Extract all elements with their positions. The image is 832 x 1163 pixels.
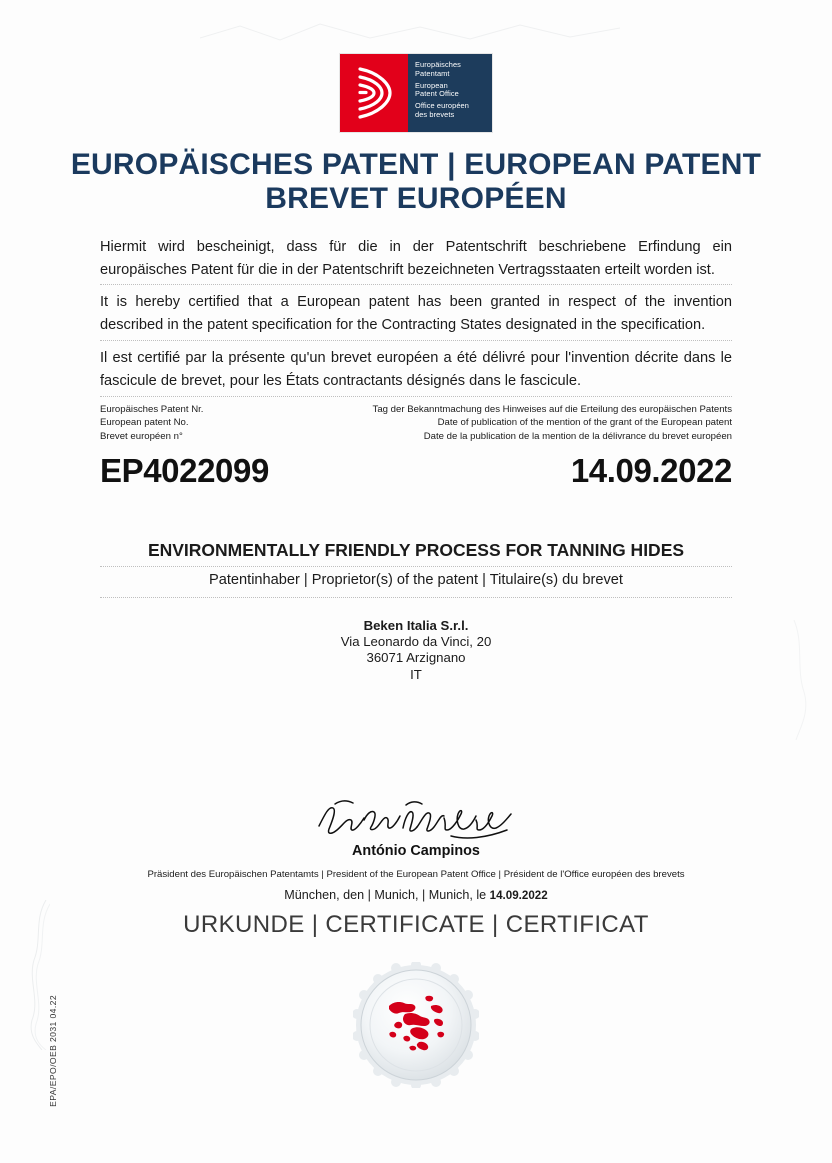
proprietor-country: IT — [410, 666, 422, 682]
proprietor-city: 36071 Arzignano — [366, 650, 466, 666]
certification-text-fr: Il est certifié par la présente qu'un brevet européen a été délivré pour l'invention décrite dans le fascicule de brevet, pour les États contractants désignés dans le fascicule. — [100, 350, 732, 389]
patent-number-label-en: European patent No. — [100, 417, 189, 429]
form-code: EPA/EPO/OEB 2031 04.22 — [48, 995, 58, 1107]
place-date-value: 14.09.2022 — [489, 889, 548, 902]
epo-wave-icon — [346, 63, 402, 123]
proprietor-label: Patentinhaber | Proprietor(s) of the patent | Titulaire(s) du brevet — [209, 572, 623, 588]
publication-date-label-de: Tag der Bekanntmachung des Hinweises auf die Erteilung des europäischen Patents — [372, 404, 732, 415]
publication-date-value: 14.09.2022 — [570, 452, 732, 489]
europe-map-seal-icon — [353, 962, 479, 1088]
embossed-seal — [353, 962, 479, 1088]
place-and-date — [0, 888, 832, 902]
publication-date-label-fr: Date de la publication de la mention de la délivrance du brevet européen — [423, 430, 732, 442]
publication-date-labels — [373, 403, 732, 443]
divider-5 — [100, 597, 732, 598]
epo-logo-text — [408, 54, 492, 132]
patent-number-labels — [100, 403, 203, 443]
proprietor-name: Beken Italia S.r.l. — [363, 618, 469, 633]
divider-3 — [100, 396, 732, 397]
divider-1 — [100, 284, 732, 285]
signatory-name: António Campinos — [352, 843, 480, 859]
certificate-heading: URKUNDE | CERTIFICATE | CERTIFICAT — [183, 911, 649, 938]
logo-line-en-2: Patent Office — [415, 89, 459, 99]
certification-text-en: It is hereby certified that a European patent has been granted in respect of the invention described in the patent specification for the Contracting States designated in the specification. — [100, 294, 732, 333]
epo-logo — [340, 54, 492, 132]
title-line-1: EUROPÄISCHES PATENT | EUROPEAN PATENT — [70, 148, 762, 181]
divider-4 — [100, 566, 732, 567]
proprietor-street: Via Leonardo da Vinci, 20 — [340, 634, 492, 650]
patent-number-label-fr: Brevet européen n° — [100, 430, 183, 442]
epo-logo-mark — [340, 54, 408, 132]
proprietor-block — [0, 618, 832, 683]
patent-number-value: EP4022099 — [100, 452, 269, 489]
page-title — [0, 148, 832, 216]
certification-text-de: Hiermit wird bescheinigt, dass für die in der Patentschrift beschriebene Erfindung ein europäisches Patent für die in der Patentschrift bezeichneten Vertragsstaaten erteilt worden ist. — [100, 239, 732, 278]
president-title-line: Präsident des Europäischen Patentamts | President of the European Patent Office | Président de l'Office européen des brevets — [147, 869, 685, 880]
publication-date-label-en: Date of publication of the mention of the grant of the European patent — [437, 417, 732, 429]
logo-line-de-2: Patentamt — [415, 68, 450, 78]
signature-image — [0, 796, 832, 842]
scan-artifact-top — [200, 18, 620, 44]
title-line-2: BREVET EUROPÉEN — [265, 182, 567, 215]
handwritten-signature-icon — [311, 796, 521, 842]
patent-number-label-de: Europäisches Patent Nr. — [100, 404, 204, 415]
place-prefix: München, den | Munich, | Munich, le — [284, 888, 487, 902]
invention-title: ENVIRONMENTALLY FRIENDLY PROCESS FOR TANNING HIDES — [147, 540, 685, 560]
logo-line-fr-2: des brevets — [415, 109, 455, 119]
logo-line-en-1: European — [415, 80, 448, 90]
divider-2 — [100, 340, 732, 341]
logo-line-fr-1: Office européen — [415, 101, 469, 111]
logo-line-de-1: Europäisches — [415, 60, 461, 69]
